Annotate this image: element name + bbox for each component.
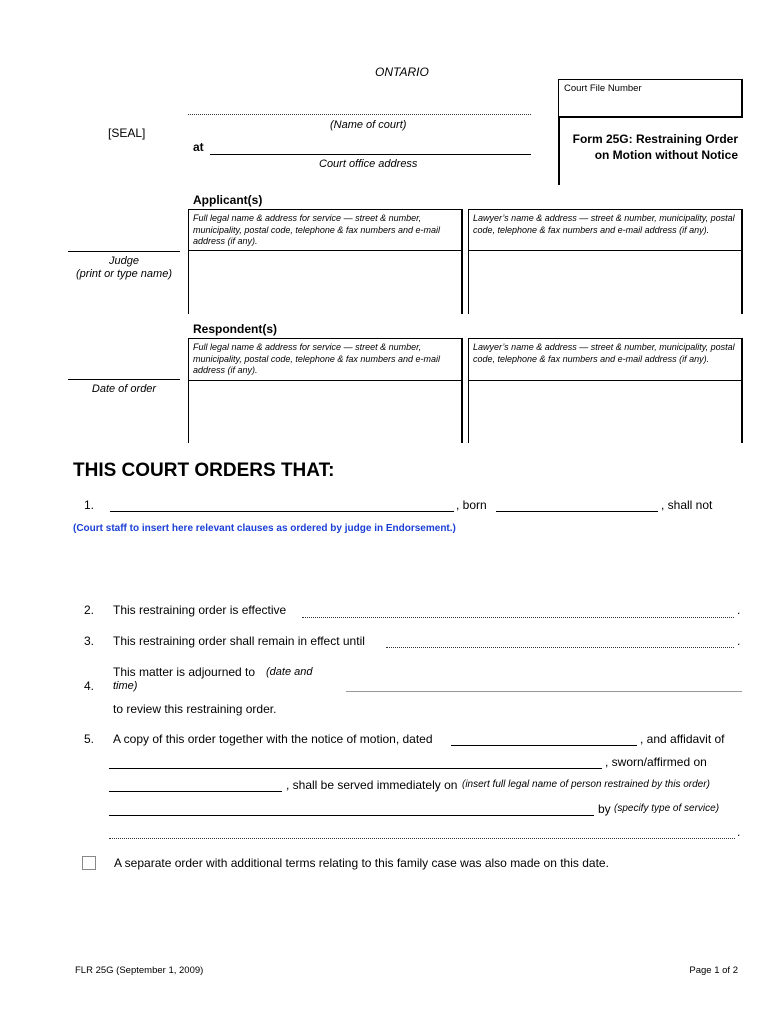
item5-service-type-field[interactable] (109, 838, 735, 839)
item5-by: by (598, 802, 611, 816)
applicant-party-caption: Full legal name & address for service — street & number, municipality, postal code, telephone & fax numbers and e-mail address (if any). (193, 213, 440, 246)
item4-hint-2: time) (113, 680, 138, 692)
title-divider (558, 117, 560, 185)
item1-born: , born (456, 498, 487, 512)
item1-number: 1. (84, 498, 95, 512)
judge-line[interactable] (68, 251, 180, 252)
applicant-lawyer-caption: Lawyer’s name & address — street & number, municipality, postal code, telephone & fax numbers and e-mail address (if any). (473, 213, 735, 235)
item1-name-field[interactable] (110, 511, 454, 512)
form-title-line2: on Motion without Notice (594, 148, 738, 162)
item1-shall-not: , shall not (661, 498, 713, 512)
name-of-court-line[interactable] (188, 114, 531, 115)
form-title-line1: Form 25G: Restraining Order (572, 132, 738, 146)
item5-period: . (737, 825, 741, 839)
item5-notice-date-field[interactable] (451, 745, 637, 746)
date-of-order-line[interactable] (68, 379, 180, 380)
court-office-caption: Court office address (319, 158, 418, 170)
respondent-lawyer-divider (469, 380, 741, 381)
item5-restrained-name-field[interactable] (109, 815, 594, 816)
item5-number: 5. (84, 732, 95, 746)
item5-by-hint: (specify type of service) (614, 803, 720, 814)
at-label: at (193, 140, 204, 154)
item4-number: 4. (84, 679, 95, 693)
item4-date-field[interactable] (346, 691, 742, 692)
applicant-lawyer-box[interactable] (468, 209, 743, 314)
jurisdiction: ONTARIO (375, 65, 429, 79)
item4-hint-1: (date and (266, 666, 313, 678)
item4-text: This matter is adjourned to (113, 665, 256, 679)
respondent-party-divider (189, 380, 461, 381)
footer-form-id: FLR 25G (September 1, 2009) (75, 965, 204, 976)
separate-order-checkbox[interactable] (82, 856, 96, 870)
item3-number: 3. (84, 634, 95, 648)
item5-served: , shall be served immediately on (286, 778, 458, 792)
footer-page-number: Page 1 of 2 (689, 965, 738, 976)
date-of-order-label: Date of order (91, 383, 157, 395)
item5-deponent-field[interactable] (109, 768, 602, 769)
item2-text: This restraining order is effective (113, 603, 287, 617)
item3-until-field[interactable] (386, 647, 734, 648)
item2-period: . (737, 603, 741, 617)
item5-served-hint: (insert full legal name of person restrained by this order) (462, 779, 710, 790)
judge-sub: (print or type name) (76, 268, 172, 280)
item5-text: A copy of this order together with the notice of motion, dated (113, 732, 433, 746)
item5-sworn-date-field[interactable] (109, 791, 282, 792)
item3-period: . (737, 634, 741, 648)
respondents-label: Respondent(s) (193, 322, 277, 336)
order-heading: THIS COURT ORDERS THAT: (73, 460, 335, 481)
respondent-lawyer-box[interactable] (468, 338, 743, 443)
applicant-party-divider (189, 250, 461, 251)
item1-birthdate-field[interactable] (496, 511, 658, 512)
court-file-number-box[interactable] (558, 79, 743, 118)
name-of-court-caption: (Name of court) (330, 119, 407, 131)
applicant-party-box[interactable] (188, 209, 463, 314)
respondent-party-caption: Full legal name & address for service — street & number, municipality, postal code, telephone & fax numbers and e-mail address (if any). (193, 342, 440, 375)
court-file-number-label: Court File Number (564, 83, 642, 94)
staff-note: (Court staff to insert here relevant clauses as ordered by judge in Endorsement.) (73, 523, 456, 534)
item2-number: 2. (84, 603, 95, 617)
separate-order-text: A separate order with additional terms relating to this family case was also made on this date. (114, 856, 609, 870)
judge-label: Judge (109, 255, 139, 267)
seal: [SEAL] (108, 126, 146, 140)
court-office-address-line[interactable] (210, 154, 531, 155)
item4-review: to review this restraining order. (113, 702, 277, 716)
respondent-lawyer-caption: Lawyer’s name & address — street & number, municipality, postal code, telephone & fax numbers and e-mail address (if any). (473, 342, 735, 364)
applicants-label: Applicant(s) (193, 193, 263, 207)
item3-text: This restraining order shall remain in effect until (113, 634, 365, 648)
item2-effective-field[interactable] (302, 617, 734, 618)
respondent-party-box[interactable] (188, 338, 463, 443)
item5-sworn: , sworn/affirmed on (605, 755, 707, 769)
item5-affidavit: , and affidavit of (640, 732, 725, 746)
applicant-lawyer-divider (469, 250, 741, 251)
